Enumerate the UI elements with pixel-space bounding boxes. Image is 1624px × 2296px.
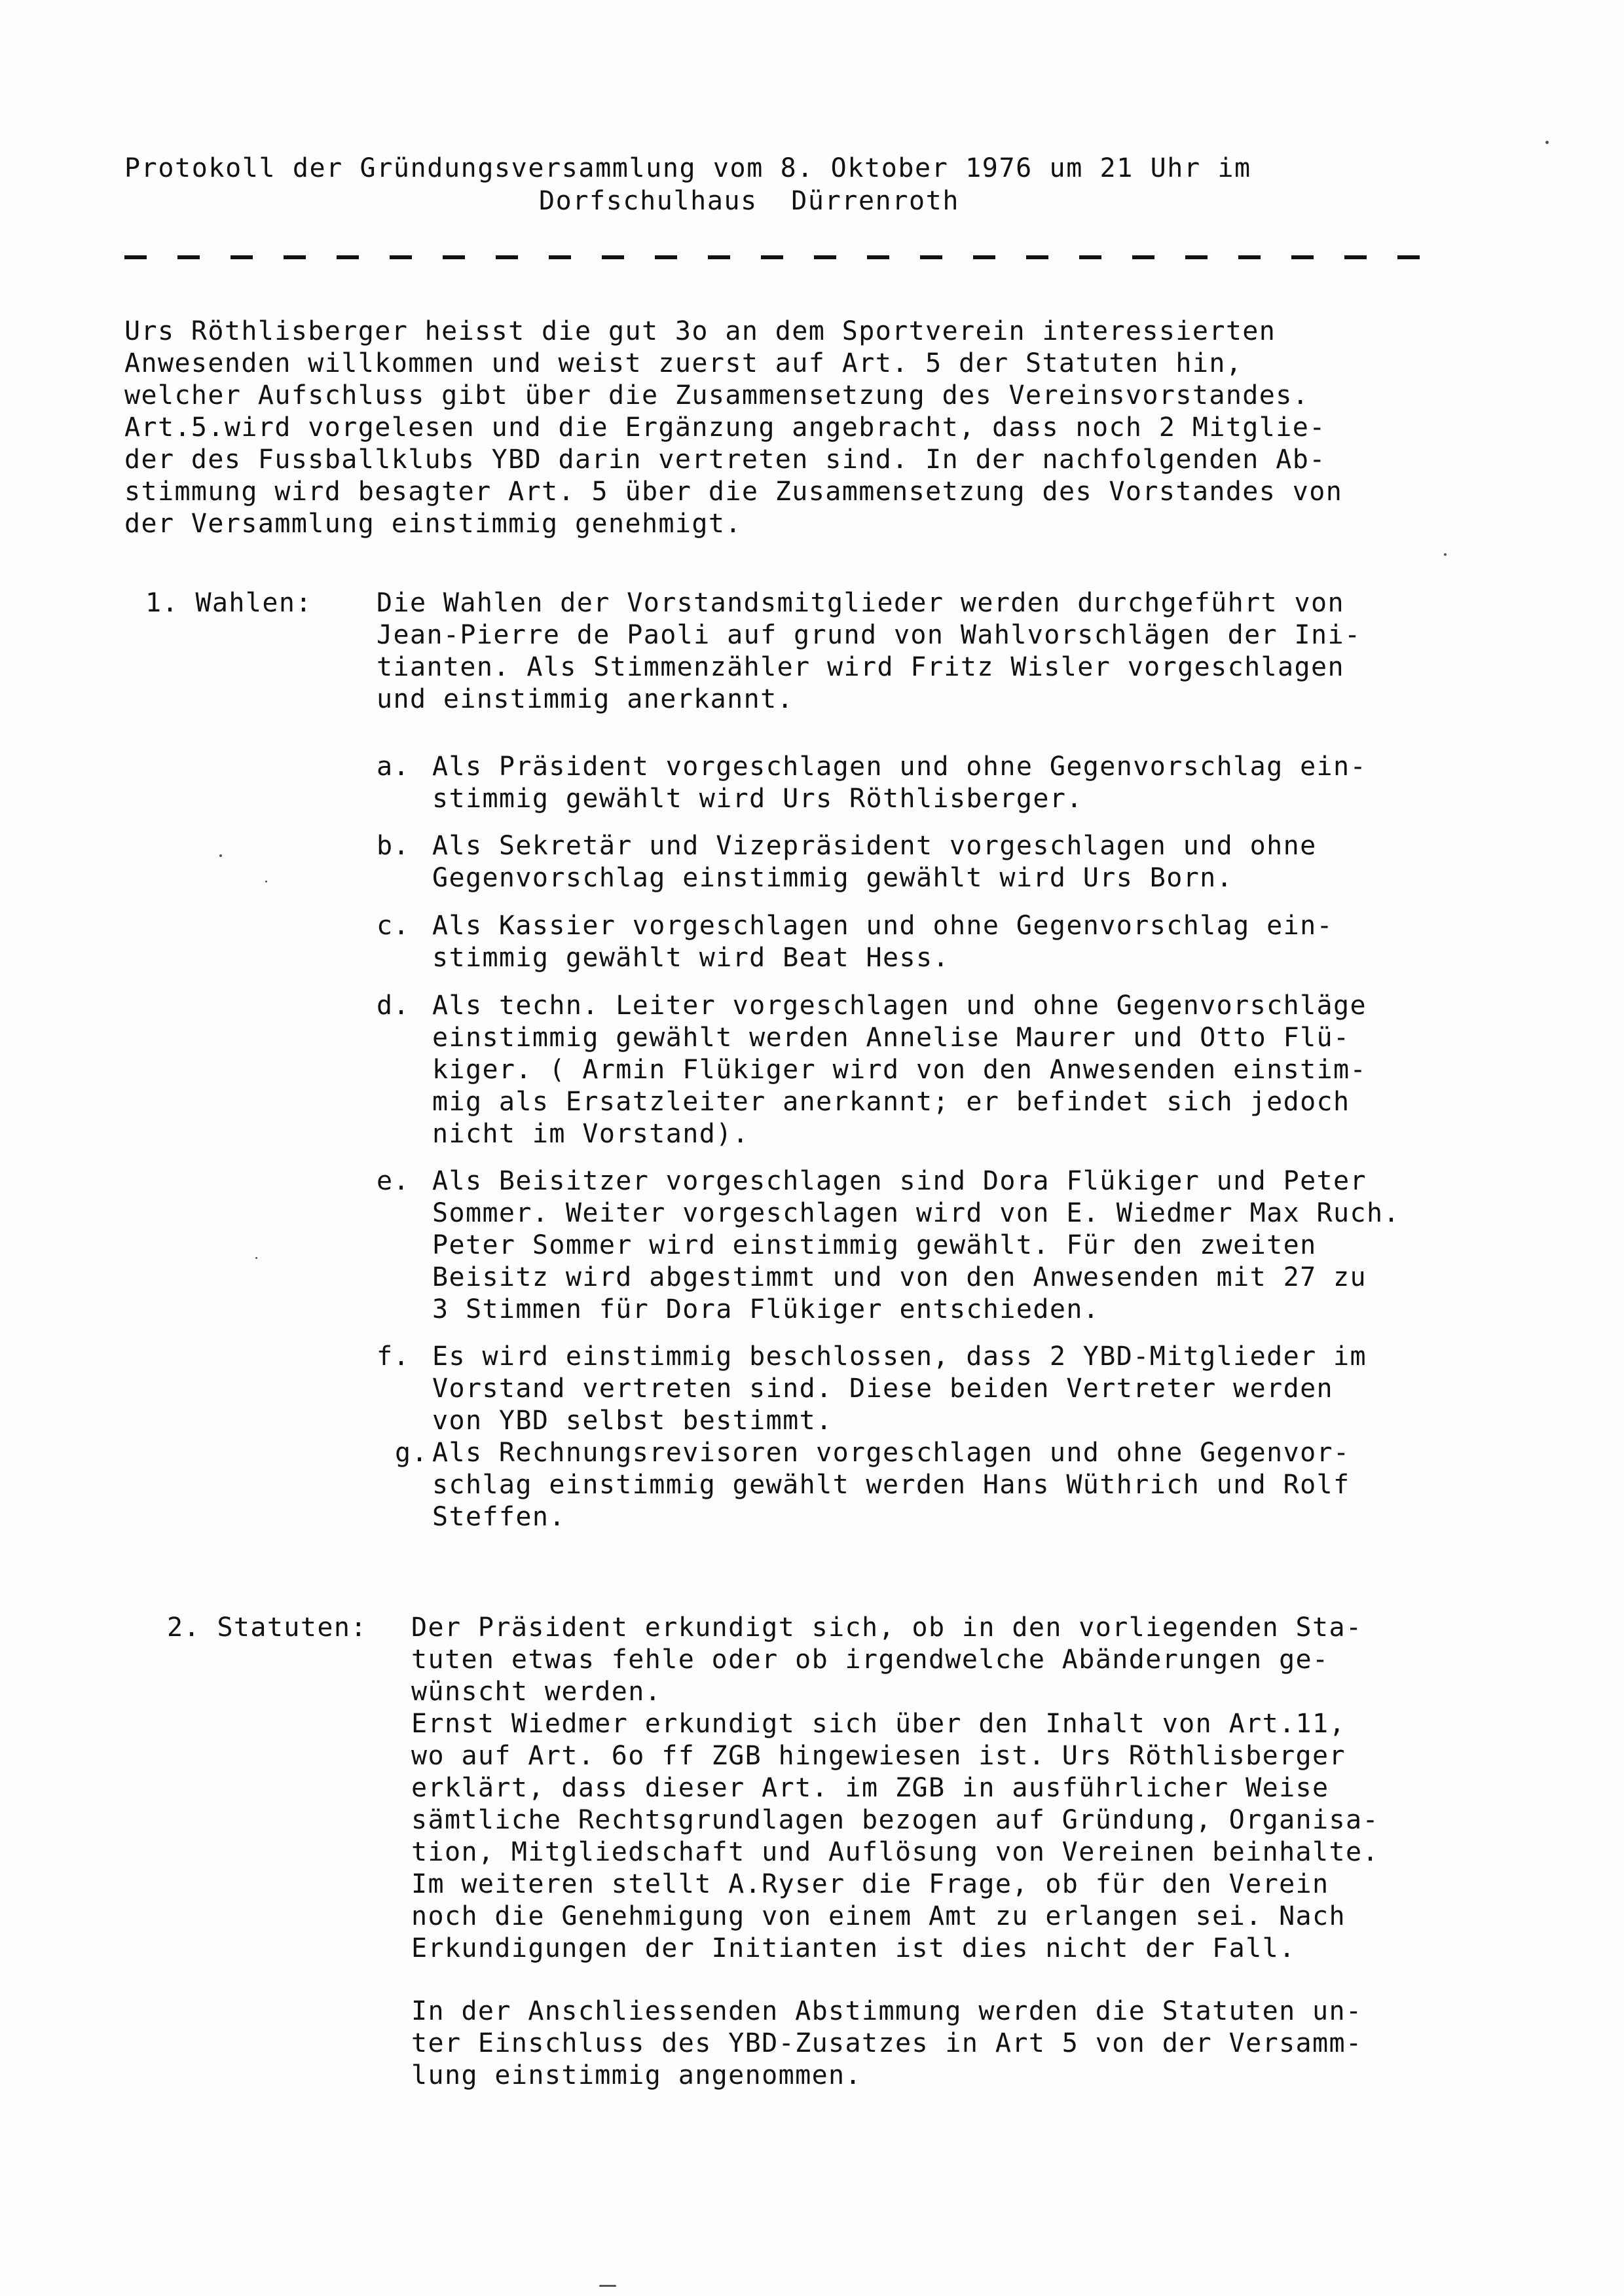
item-letter: g. <box>395 1438 428 1468</box>
item-line: Vorstand vertreten sind. Diese beiden Vertreter werden <box>432 1374 1334 1404</box>
section-label: 1. Wahlen: <box>145 588 312 618</box>
item-line: Als Präsident vorgeschlagen und ohne Gegenvorschlag ein- <box>432 752 1367 782</box>
section-line: tuten etwas fehle oder ob irgendwelche Abänderungen ge- <box>411 1645 1329 1675</box>
item-line: 3 Stimmen für Dora Flükiger entschieden. <box>432 1294 1100 1324</box>
intro-line: Art.5.wird vorgelesen und die Ergänzung angebracht, dass noch 2 Mitglie- <box>124 412 1326 443</box>
section-line: Jean-Pierre de Paoli auf grund von Wahlvorschlägen der Ini- <box>377 620 1361 650</box>
section-line: Im weiteren stellt A.Ryser die Frage, ob für den Verein <box>411 1869 1329 1899</box>
item-line: Steffen. <box>432 1502 566 1532</box>
item-line: Als techn. Leiter vorgeschlagen und ohne Gegenvorschläge <box>432 991 1367 1021</box>
copy-speck <box>255 1257 257 1259</box>
item-line: stimmig gewählt wird Urs Röthlisberger. <box>432 784 1083 814</box>
section-line: Der Präsident erkundigt sich, ob in den vorliegenden Sta- <box>411 1613 1363 1643</box>
intro-line: Urs Röthlisberger heisst die gut 3o an dem Sportverein interessierten <box>124 316 1276 346</box>
intro-line: stimmung wird besagter Art. 5 über die Zusammensetzung des Vorstandes von <box>124 477 1343 507</box>
item-letter: f. <box>377 1341 410 1372</box>
section-label: 2. Statuten: <box>167 1613 367 1643</box>
item-line: Gegenvorschlag einstimmig gewählt wird Urs Born. <box>432 863 1234 893</box>
item-line: nicht im Vorstand). <box>432 1119 750 1149</box>
section-line: sämtliche Rechtsgrundlagen bezogen auf Gründung, Organisa- <box>411 1805 1379 1835</box>
header-title-line: Protokoll der Gründungsversammlung vom 8. Oktober 1976 um 21 Uhr im <box>124 153 1251 183</box>
section-line: und einstimmig anerkannt. <box>377 684 794 714</box>
copy-speck <box>1545 141 1549 144</box>
section-line: tianten. Als Stimmenzähler wird Fritz Wisler vorgeschlagen <box>377 652 1344 682</box>
item-letter: b. <box>377 831 410 861</box>
copy-speck <box>1444 553 1447 556</box>
section-line: tion, Mitgliedschaft und Auflösung von Vereinen beinhalte. <box>411 1837 1379 1867</box>
item-line: stimmig gewählt wird Beat Hess. <box>432 943 950 973</box>
item-letter: a. <box>377 752 410 782</box>
intro-line: Anwesenden willkommen und weist zuerst auf Art. 5 der Statuten hin, <box>124 348 1243 378</box>
section-line: Erkundigungen der Initianten ist dies nicht der Fall. <box>411 1933 1296 1963</box>
section-line: Die Wahlen der Vorstandsmitglieder werden durchgeführt von <box>377 588 1344 618</box>
closing-line: In der Anschliessenden Abstimmung werden die Statuten un- <box>411 1996 1363 2026</box>
item-line: kiger. ( Armin Flükiger wird von den Anwesenden einstim- <box>432 1055 1367 1085</box>
header-location-line: Dorfschulhaus Dürrenroth <box>539 186 960 216</box>
item-letter: d. <box>377 991 410 1021</box>
intro-line: welcher Aufschluss gibt über die Zusammensetzung des Vereinsvorstandes. <box>124 380 1310 410</box>
item-letter: c. <box>377 911 410 941</box>
closing-line: lung einstimmig angenommen. <box>411 2060 862 2090</box>
section-line: noch die Genehmigung von einem Amt zu erlangen sei. Nach <box>411 1901 1346 1931</box>
closing-line: ter Einschluss des YBD-Zusatzes in Art 5 von der Versamm- <box>411 2028 1363 2058</box>
section-line: wünscht werden. <box>411 1677 662 1707</box>
item-line: Peter Sommer wird einstimmig gewählt. Für den zweiten <box>432 1230 1317 1260</box>
item-line: schlag einstimmig gewählt werden Hans Wüthrich und Rolf <box>432 1470 1350 1500</box>
item-line: Als Sekretär und Vizepräsident vorgeschlagen und ohne <box>432 831 1317 861</box>
item-letter: e. <box>377 1166 410 1196</box>
intro-line: der des Fussballklubs YBD darin vertreten sind. In der nachfolgenden Ab- <box>124 445 1326 475</box>
copy-speck <box>599 2285 616 2287</box>
item-line: Beisitz wird abgestimmt und von den Anwesenden mit 27 zu <box>432 1262 1367 1292</box>
item-line: von YBD selbst bestimmt. <box>432 1406 833 1436</box>
copy-speck <box>219 854 222 857</box>
item-line: Als Kassier vorgeschlagen und ohne Gegenvorschlag ein- <box>432 911 1334 941</box>
item-line: einstimmig gewählt werden Annelise Maurer und Otto Flü- <box>432 1023 1350 1053</box>
copy-speck <box>265 881 267 883</box>
item-line: Sommer. Weiter vorgeschlagen wird von E. Wiedmer Max Ruch. <box>432 1198 1400 1228</box>
section-line: erklärt, dass dieser Art. im ZGB in ausführlicher Weise <box>411 1773 1329 1803</box>
dashed-separator <box>124 255 1428 259</box>
section-line: Ernst Wiedmer erkundigt sich über den Inhalt von Art.11, <box>411 1709 1346 1739</box>
item-line: Es wird einstimmig beschlossen, dass 2 YBD-Mitglieder im <box>432 1341 1367 1372</box>
section-line: wo auf Art. 6o ff ZGB hingewiesen ist. Urs Röthlisberger <box>411 1741 1346 1771</box>
intro-line: der Versammlung einstimmig genehmigt. <box>124 509 742 539</box>
item-line: mig als Ersatzleiter anerkannt; er befindet sich jedoch <box>432 1087 1350 1117</box>
item-line: Als Rechnungsrevisoren vorgeschlagen und ohne Gegenvor- <box>432 1438 1350 1468</box>
item-line: Als Beisitzer vorgeschlagen sind Dora Flükiger und Peter <box>432 1166 1367 1196</box>
